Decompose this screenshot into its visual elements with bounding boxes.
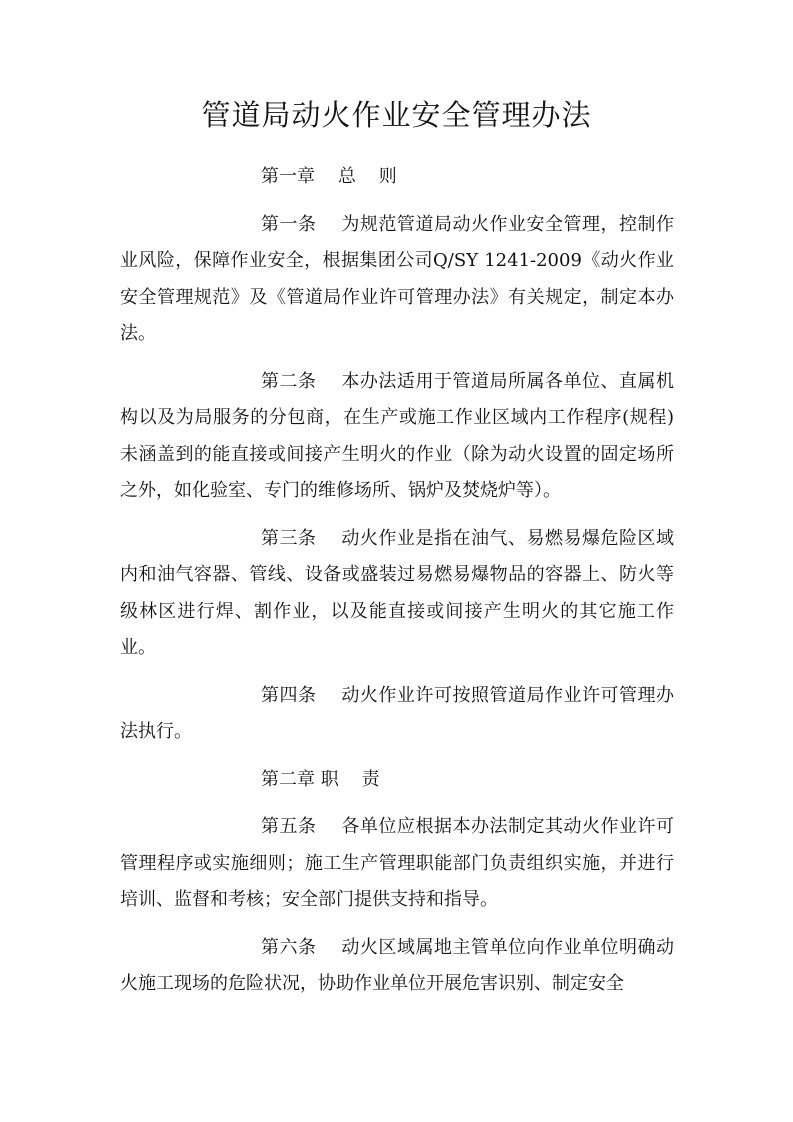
article-number: 第一条 bbox=[261, 213, 342, 235]
article-paragraph bbox=[120, 930, 674, 1003]
chapter-heading: 第一章 总 则 bbox=[261, 166, 397, 187]
article-number: 第二条 bbox=[261, 370, 342, 392]
article-paragraph bbox=[120, 678, 674, 751]
article-paragraph bbox=[120, 809, 674, 919]
chapter-heading: 第二章 职 责 bbox=[261, 768, 380, 790]
article-text: 为规范管道局动火作业安全管理，控制作业风险，保障作业安全，根据集团公司Q/SY 1241-2009《动火作业安全管理规范》及《管道局作业许可管理办法》有关规定，制定本办法。 bbox=[120, 213, 674, 344]
article-text: 各单位应根据本办法制定其动火作业许可管理程序或实施细则；施工生产管理职能部门负责组织实施，并进行培训、监督和考核；安全部门提供支持和指导。 bbox=[120, 816, 674, 910]
article-number: 第三条 bbox=[261, 527, 342, 549]
article-number: 第六条 bbox=[261, 936, 342, 958]
article-number: 第四条 bbox=[261, 684, 342, 706]
article-paragraph bbox=[120, 521, 674, 667]
article-text: 动火作业是指在油气、易燃易爆危险区域内和油气容器、管线、设备或盛装过易燃易爆物品的容器上、防火等级林区进行焊、割作业，以及能直接或间接产生明火的其它施工作业。 bbox=[120, 527, 674, 658]
article-paragraph bbox=[120, 364, 674, 510]
article-text: 动火作业许可按照管道局作业许可管理办法执行。 bbox=[120, 684, 674, 742]
article-paragraph bbox=[120, 207, 674, 353]
article-number: 第五条 bbox=[261, 816, 342, 837]
article-text: 动火区域属地主管单位向作业单位明确动火施工现场的危险状况，协助作业单位开展危害识别、制定安全 bbox=[120, 936, 674, 994]
article-text: 本办法适用于管道局所属各单位、直属机构以及为局服务的分包商，在生产或施工作业区域内工作程序(规程)未涵盖到的能直接或间接产生明火的作业（除为动火设置的固定场所之外，如化验室、专门的维修场所、锅炉及焚烧炉等）。 bbox=[120, 370, 674, 501]
document-body bbox=[120, 159, 674, 1014]
document-title: 管道局动火作业安全管理办法 bbox=[201, 98, 592, 132]
